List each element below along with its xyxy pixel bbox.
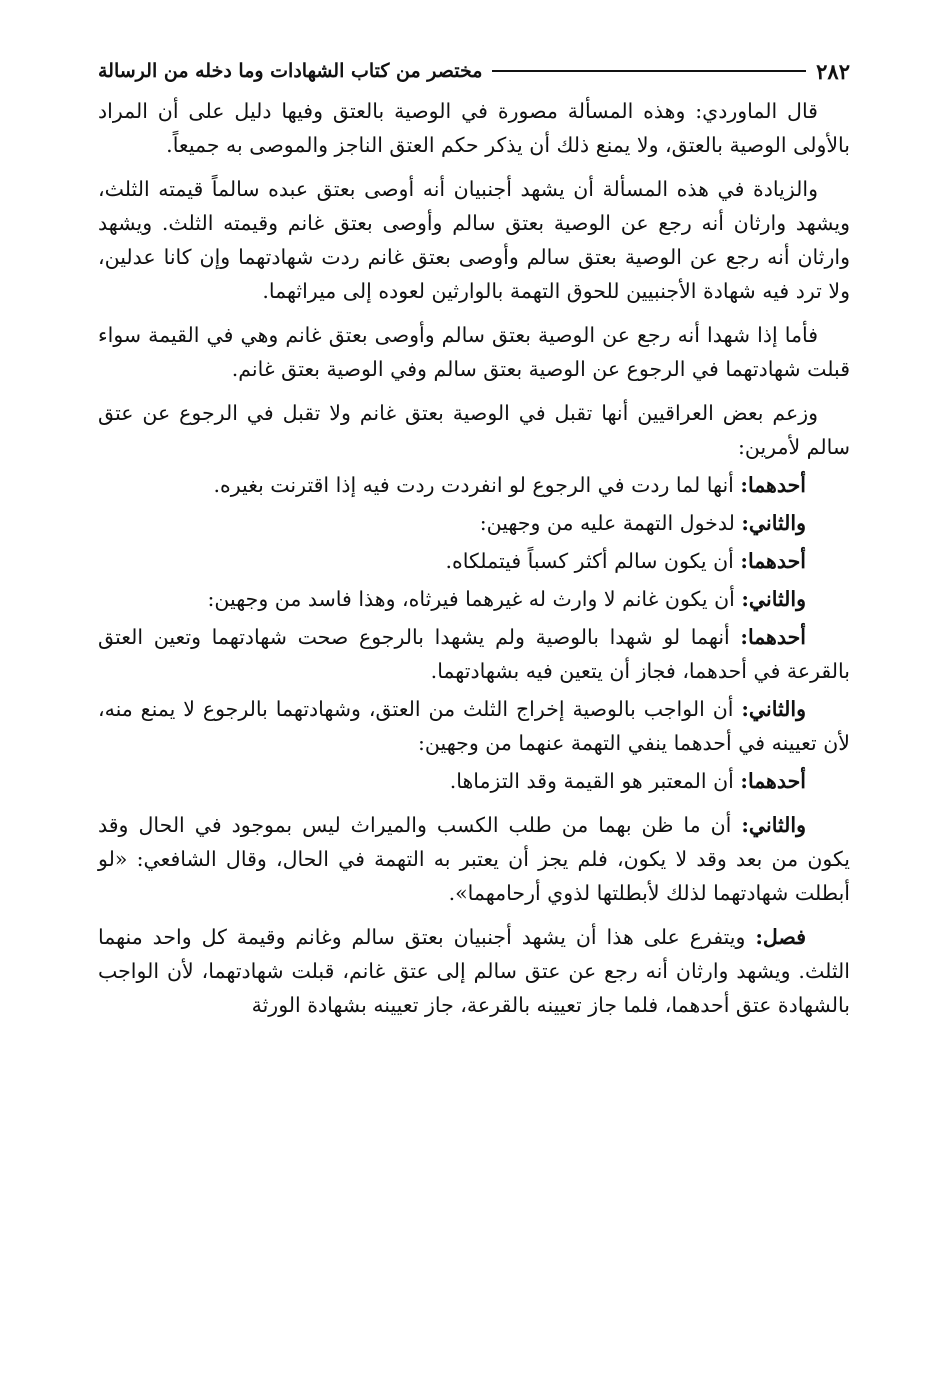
item-lead: والثاني:	[741, 511, 806, 535]
paragraph	[98, 94, 850, 162]
section-lead: فصل:	[755, 925, 806, 949]
paragraph-text: والزيادة في هذه المسألة أن يشهد أجنبيان أنه أوصى بعتق عبده سالماً قيمته الثلث، ويشهد وارثان أنه رجع عن الوصية بعتق سالم وأوصى بعتق غانم وقيمته الثلث. ويشهد وارثان أنه رجع عن الوصية بعتق سالم وأوصى بعتق غانم ردت شهادتهما وإن كانا عدلين، ولا ترد فيه شهادة الأجنبيين للحوق التهمة بالوارثين لعوده إلى ميراثهما.	[98, 177, 850, 303]
paragraph-text: وزعم بعض العراقيين أنها تقبل في الوصية بعتق غانم ولا تقبل في الرجوع عن عتق سالم لأمرين:	[98, 401, 850, 459]
list-item	[98, 544, 850, 578]
item-lead: والثاني:	[741, 813, 806, 837]
list-item	[98, 808, 850, 910]
list-item	[98, 468, 850, 502]
list-item	[98, 506, 850, 540]
list-item	[98, 764, 850, 798]
body-text	[98, 94, 850, 1022]
item-text: أن يكون سالم أكثر كسباً فيتملكاه.	[445, 549, 741, 573]
paragraph	[98, 396, 850, 464]
section-paragraph	[98, 920, 850, 1022]
paragraph-text: فأما إذا شهدا أنه رجع عن الوصية بعتق سالم وأوصى بعتق غانم وهي في القيمة سواء قبلت شهادتهما في الرجوع عن الوصية بعتق سالم وفي الوصية بعتق غانم.	[98, 323, 850, 381]
header-rule	[492, 70, 806, 72]
item-text: أن المعتبر هو القيمة وقد التزماها.	[449, 769, 741, 793]
paragraph-text: قال الماوردي: وهذه المسألة مصورة في الوصية بالعتق وفيها دليل على أن المراد بالأولى الوصية بالعتق، ولا يمنع ذلك أن يذكر حكم العتق الناجز والموصى به جميعاً.	[98, 99, 850, 157]
section-text: ويتفرع على هذا أن يشهد أجنبيان بعتق سالم وغانم وقيمة كل واحد منهما الثلث. ويشهد وارثان أنه رجع عن عتق سالم إلى عتق غانم، قبلت شهادتهما، لأن الواجب بالشهادة عتق أحدهما، فلما جاز تعيينه بالقرعة، جاز تعيينه بشهادة الورثة	[98, 925, 850, 1017]
item-text: لدخول التهمة عليه من وجهين:	[479, 511, 742, 535]
item-lead: أحدهما:	[740, 549, 806, 573]
item-text: أنهما لو شهدا بالوصية ولم يشهدا بالرجوع صحت شهادتهما وتعين العتق بالقرعة في أحدهما، فجاز أن يتعين فيه بشهادتهما.	[98, 625, 850, 683]
list-item	[98, 620, 850, 688]
list-item	[98, 582, 850, 616]
list-item	[98, 692, 850, 760]
item-lead: أحدهما:	[740, 625, 806, 649]
item-lead: أحدهما:	[740, 769, 806, 793]
item-text: أنها لما ردت في الرجوع لو انفردت ردت فيه إذا اقترنت بغيره.	[213, 473, 741, 497]
item-text: أن يكون غانم لا وارث له غيرهما فيرثاه، وهذا فاسد من وجهين:	[207, 587, 742, 611]
paragraph	[98, 318, 850, 386]
item-lead: أحدهما:	[740, 473, 806, 497]
page-number: ٢٨٢	[816, 58, 850, 84]
running-title: مختصر من كتاب الشهادات وما دخله من الرسالة	[98, 60, 483, 82]
paragraph	[98, 172, 850, 308]
page-header	[98, 56, 850, 86]
item-lead: والثاني:	[741, 697, 806, 721]
item-text: أن ما ظن بهما من طلب الكسب والميراث ليس بموجود في الحال وقد يكون من بعد وقد لا يكون، فلم يجز أن يعتبر به التهمة في الحال، وقال الشافعي: «لو أبطلت شهادتهما لذلك لأبطلتها لذوي أرحامهما».	[98, 813, 850, 905]
item-text: أن الواجب بالوصية إخراج الثلث من العتق، وشهادتهما بالرجوع لا يمنع منه، لأن تعيينه في أحدهما ينفي التهمة عنهما من وجهين:	[98, 697, 850, 755]
item-lead: والثاني:	[741, 587, 806, 611]
